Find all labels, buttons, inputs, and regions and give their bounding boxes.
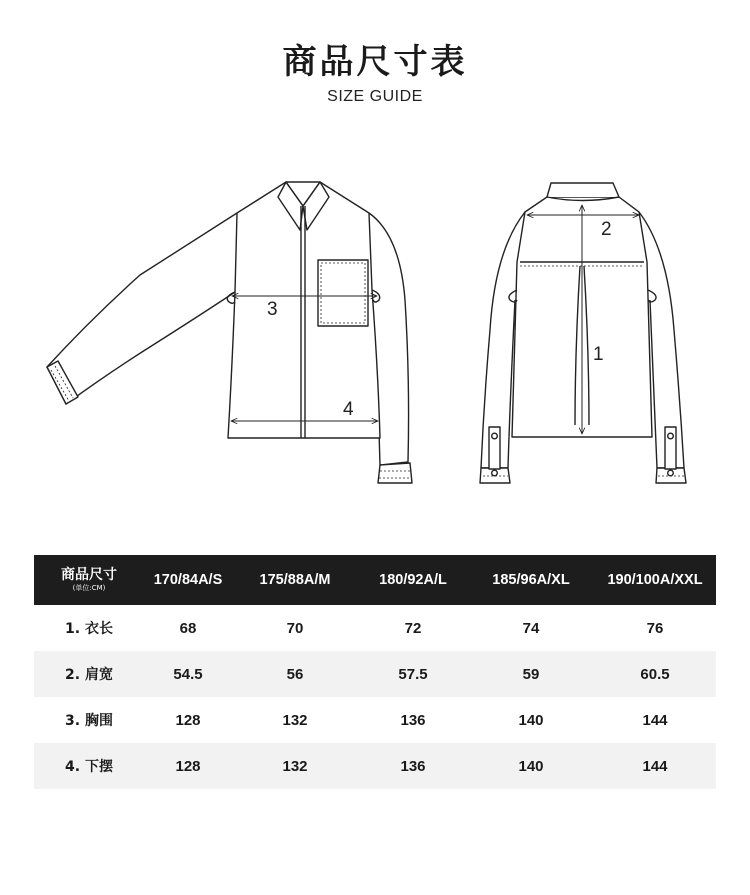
header-unit: (单位:CM)	[72, 584, 106, 592]
table-cell: 54.5	[173, 665, 203, 683]
table-cell: 136	[400, 711, 426, 729]
garment-diagram	[0, 160, 750, 500]
front-view	[47, 182, 412, 483]
table-row	[34, 697, 716, 743]
table-cell: 57.5	[398, 665, 428, 683]
row-label: 3. 胸围	[65, 713, 113, 729]
table-cell: 60.5	[640, 665, 670, 683]
back-view	[480, 183, 686, 483]
measure-number-hem: 4	[343, 399, 354, 420]
row-label: 1. 衣长	[65, 621, 113, 637]
page-title: 商品尺寸表	[282, 42, 468, 82]
table-cell: 72	[404, 619, 422, 637]
table-cell: 68	[179, 619, 197, 637]
table-cell: 128	[175, 711, 201, 729]
table-cell: 70	[286, 619, 304, 637]
table-cell: 140	[518, 757, 544, 775]
table-cell: 56	[286, 665, 304, 683]
table-row	[34, 651, 716, 697]
table-cell: 132	[282, 711, 308, 729]
size-header: 170/84A/S	[153, 572, 223, 588]
table-cell: 74	[522, 619, 540, 637]
table-cell: 128	[175, 757, 201, 775]
row-label: 2. 肩宽	[65, 667, 113, 683]
table-cell: 136	[400, 757, 426, 775]
table-cell: 76	[646, 619, 664, 637]
size-header: 175/88A/M	[259, 572, 331, 588]
table-cell: 144	[642, 757, 668, 775]
table-cell: 132	[282, 757, 308, 775]
size-header: 190/100A/XXL	[607, 572, 703, 588]
header-label-cell	[34, 568, 144, 592]
measure-number-shoulder: 2	[601, 219, 612, 240]
table-header-row	[34, 555, 716, 605]
table-row	[34, 743, 716, 789]
measure-number-chest: 3	[267, 299, 278, 320]
table-cell: 144	[642, 711, 668, 729]
size-header: 185/96A/XL	[492, 572, 570, 588]
page-subtitle: SIZE GUIDE	[327, 88, 423, 105]
row-label: 4. 下摆	[65, 759, 113, 775]
table-row	[34, 605, 716, 651]
measure-number-length: 1	[593, 344, 604, 365]
table-cell: 59	[522, 665, 540, 683]
header-label: 商品尺寸	[61, 567, 117, 583]
table-cell: 140	[518, 711, 544, 729]
size-header: 180/92A/L	[379, 572, 447, 588]
size-table	[34, 555, 716, 789]
